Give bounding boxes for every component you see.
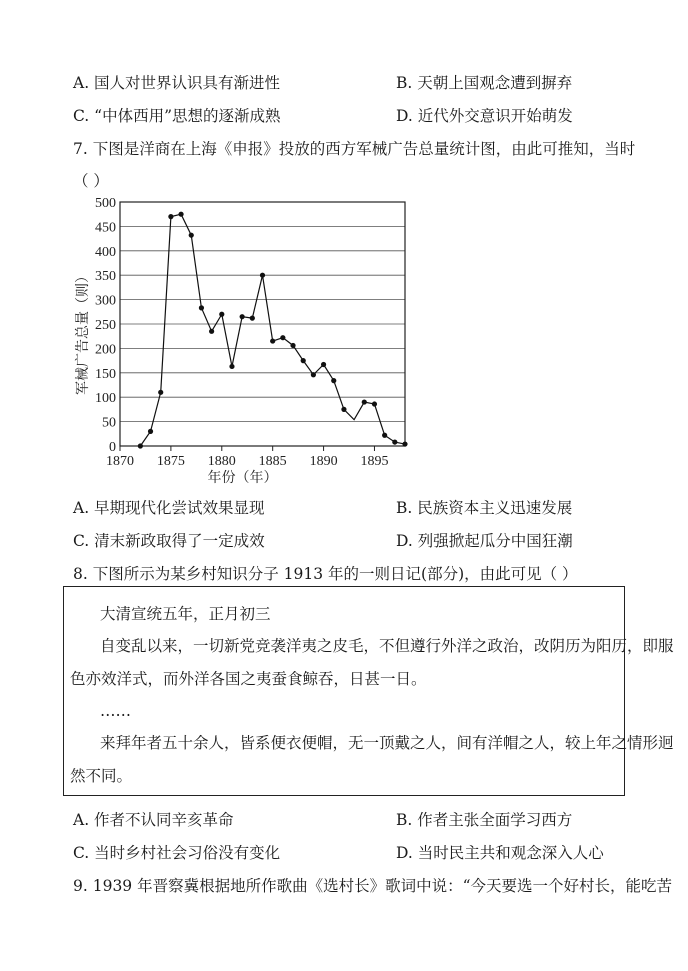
y-tick-label-50: 50 [102, 415, 116, 431]
q8-stem: 8. 下图所示为某乡村知识分子 1913 年的一则日记(部分)，由此可见（ ） [73, 565, 578, 583]
y-tick-label-400: 400 [95, 244, 116, 260]
data-point-1873 [148, 429, 153, 434]
q7-option-c: C. 清末新政取得了一定成效 [73, 532, 265, 550]
chart-svg [70, 192, 415, 484]
q6-option-b: B. 天朝上国观念遭到摒弃 [396, 74, 573, 92]
y-tick-label-150: 150 [95, 366, 116, 382]
y-tick-label-300: 300 [95, 293, 116, 309]
diary-paragraph-2-line-2: 然不同。 [70, 767, 133, 785]
y-tick-label-350: 350 [95, 269, 116, 285]
data-point-1898 [402, 441, 407, 446]
data-point-1891 [331, 378, 336, 383]
data-point-1880 [219, 312, 224, 317]
data-point-1896 [382, 433, 387, 438]
q6-option-c: C. “中体西用”思想的逐渐成熟 [73, 107, 281, 125]
q8-option-a: A. 作者不认同辛亥革命 [73, 811, 234, 829]
q7-stem: 7. 下图是洋商在上海《申报》投放的西方军械广告总量统计图，由此可推知，当时 [73, 140, 636, 158]
diary-excerpt-box [63, 586, 674, 796]
x-tick-label-1870: 1870 [106, 454, 134, 469]
data-point-1878 [199, 305, 204, 310]
q7-option-a: A. 早期现代化尝试效果显现 [73, 499, 265, 517]
data-point-1886 [280, 335, 285, 340]
data-point-1872 [138, 443, 143, 448]
q6-option-d: D. 近代外交意识开始萌发 [396, 107, 573, 125]
data-point-1887 [290, 343, 295, 348]
data-point-1874 [158, 390, 163, 395]
data-point-1895 [372, 401, 377, 406]
x-tick-label-1885: 1885 [258, 454, 287, 469]
y-axis-label: 军械广告总量（则） [76, 269, 91, 395]
q8-option-b: B. 作者主张全面学习西方 [396, 811, 573, 829]
y-tick-label-450: 450 [95, 220, 116, 236]
data-point-1875 [168, 214, 173, 219]
q8-option-d: D. 当时民主共和观念深入人心 [396, 844, 604, 862]
diary-paragraph-1-line-1: 自变乱以来，一切新党竞袭洋夷之皮毛，不但遵行外洋之政治，改阴历为阳历，即服 [100, 637, 674, 655]
data-point-1879 [209, 329, 214, 334]
data-point-1883 [250, 316, 255, 321]
data-point-1877 [189, 233, 194, 238]
data-point-1876 [178, 212, 183, 217]
data-point-1897 [392, 439, 397, 444]
data-point-1890 [321, 362, 326, 367]
q6-option-a: A. 国人对世界认识具有渐进性 [73, 74, 281, 92]
x-axis-label: 年份（年） [207, 471, 278, 484]
data-point-1882 [240, 314, 245, 319]
diary-date: 大清宣统五年，正月初三 [100, 605, 271, 623]
data-point-1889 [311, 372, 316, 377]
y-tick-label-100: 100 [95, 391, 116, 407]
diary-ellipsis: …… [100, 702, 131, 720]
q9-stem: 9. 1939 年晋察冀根据地所作歌曲《选村长》歌词中说：“今天要选一个好村长，能吃苦 [73, 877, 673, 895]
x-tick-label-1890: 1890 [309, 454, 338, 469]
data-point-1885 [270, 338, 275, 343]
x-tick-label-1880: 1880 [207, 454, 236, 469]
y-tick-label-250: 250 [95, 318, 116, 333]
data-point-1892 [341, 407, 346, 412]
q7-answer-paren: （ ） [73, 172, 109, 190]
x-tick-label-1875: 1875 [156, 454, 185, 469]
q8-option-c: C. 当时乡村社会习俗没有变化 [73, 844, 281, 862]
data-point-1881 [229, 364, 234, 369]
x-tick-label-1895: 1895 [360, 454, 389, 469]
y-tick-label-0: 0 [109, 440, 116, 455]
y-tick-label-500: 500 [95, 196, 116, 211]
series-line-0 [140, 214, 405, 446]
q7-option-b: B. 民族资本主义迅速发展 [396, 499, 573, 517]
q7-option-d: D. 列强掀起瓜分中国狂潮 [396, 532, 573, 550]
y-tick-label-200: 200 [95, 342, 116, 358]
data-point-1884 [260, 273, 265, 278]
arms-advertisement-chart [70, 192, 415, 484]
diary-paragraph-1-line-2: 色亦效洋式，而外洋各国之夷蚕食鲸吞，日甚一日。 [70, 670, 427, 688]
data-point-1894 [362, 399, 367, 404]
data-point-1888 [301, 358, 306, 363]
diary-paragraph-2-line-1: 来拜年者五十余人，皆系便衣便帽，无一顶戴之人，间有洋帽之人，较上年之情形迥 [100, 734, 674, 752]
